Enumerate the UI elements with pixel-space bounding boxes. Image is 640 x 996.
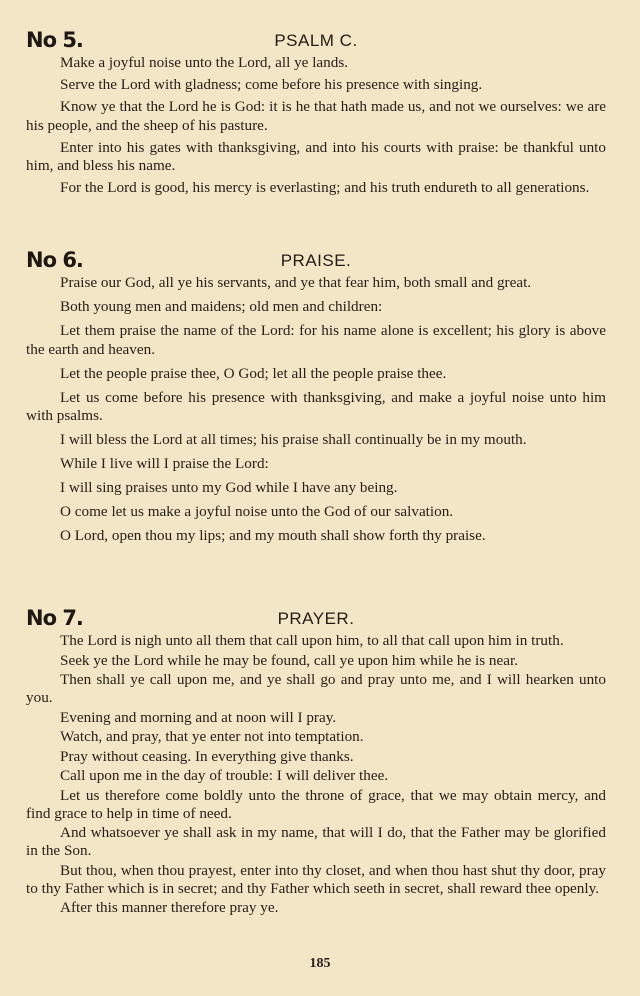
section-number: No 6. [26,248,83,272]
page-number: 185 [309,956,331,971]
section-psalm-c [26,28,606,201]
verse: Call upon me in the day of trouble: I will deliver thee. [60,767,389,784]
section-heading [26,248,606,274]
verse: Seek ye the Lord while he may be found, call ye upon him while he is near. [60,651,519,669]
verse: Praise our God, all ye his servants, and ye that fear him, both small and great. [60,274,532,291]
verse: Both young men and maidens; old men and children: [60,298,383,315]
verse: Enter into his gates with thanksgiving, and into his courts with praise: be thankful unto him, and bless his name. [26,138,606,174]
section-number: No 5. [26,28,83,52]
verse: After this manner therefore pray ye. [60,899,279,916]
section-title: PRAISE. [280,251,352,270]
verse: Evening and morning and at noon will I pray. [60,708,337,726]
verse: Serve the Lord with gladness; come before his presence with singing. [60,76,483,93]
verse: Watch, and pray, that ye enter not into temptation. [60,728,364,745]
verse: While I live will I praise the Lord: [60,455,269,472]
verse: Let the people praise thee, O God; let all the people praise thee. [60,364,447,382]
section-title: PSALM C. [274,31,358,50]
verse: I will bless the Lord at all times; his praise shall continually be in my mouth. [60,431,527,448]
verse: O Lord, open thou my lips; and my mouth shall show forth thy praise. [60,527,486,544]
section-number: No 7. [26,606,83,630]
verse: Make a joyful noise unto the Lord, all ye lands. [60,54,349,71]
verse: But thou, when thou prayest, enter into thy closet, and when thou hast shut thy door, pray to thy Father which is in secret; and thy Father which seeth in secret, shall reward thee openly. [26,861,606,897]
verse: I will sing praises unto my God while I have any being. [60,479,398,496]
section-title: PRAYER. [277,609,355,628]
verse: For the Lord is good, his mercy is everlasting; and his truth endureth to all generations. [60,179,590,196]
verse: Let us come before his presence with thanksgiving, and make a joyful noise unto him with psalms. [26,388,606,424]
verse: Pray without ceasing. In everything give thanks. [60,747,354,765]
verse: Know ye that the Lord he is God: it is he that hath made us, and not we ourselves: we are his people, and the sheep of his pasture. [26,98,606,134]
section-heading [26,606,606,632]
section-praise [26,248,606,551]
verse: O come let us make a joyful noise unto the God of our salvation. [60,503,454,520]
verse: Let us therefore come boldly unto the throne of grace, that we may obtain mercy, and find grace to help in time of need. [26,786,606,822]
section-prayer [26,606,606,919]
verse: Then shall ye call upon me, and ye shall go and pray unto me, and I will hearken unto you. [26,671,606,706]
verse: And whatsoever ye shall ask in my name, that will I do, that the Father may be glorified in the Son. [26,824,606,859]
verse: The Lord is nigh unto all them that call upon him, to all that call upon him in truth. [60,632,564,649]
verse: Let them praise the name of the Lord: for his name alone is excellent; his glory is above the earth and heaven. [26,322,606,358]
section-heading [26,28,606,54]
